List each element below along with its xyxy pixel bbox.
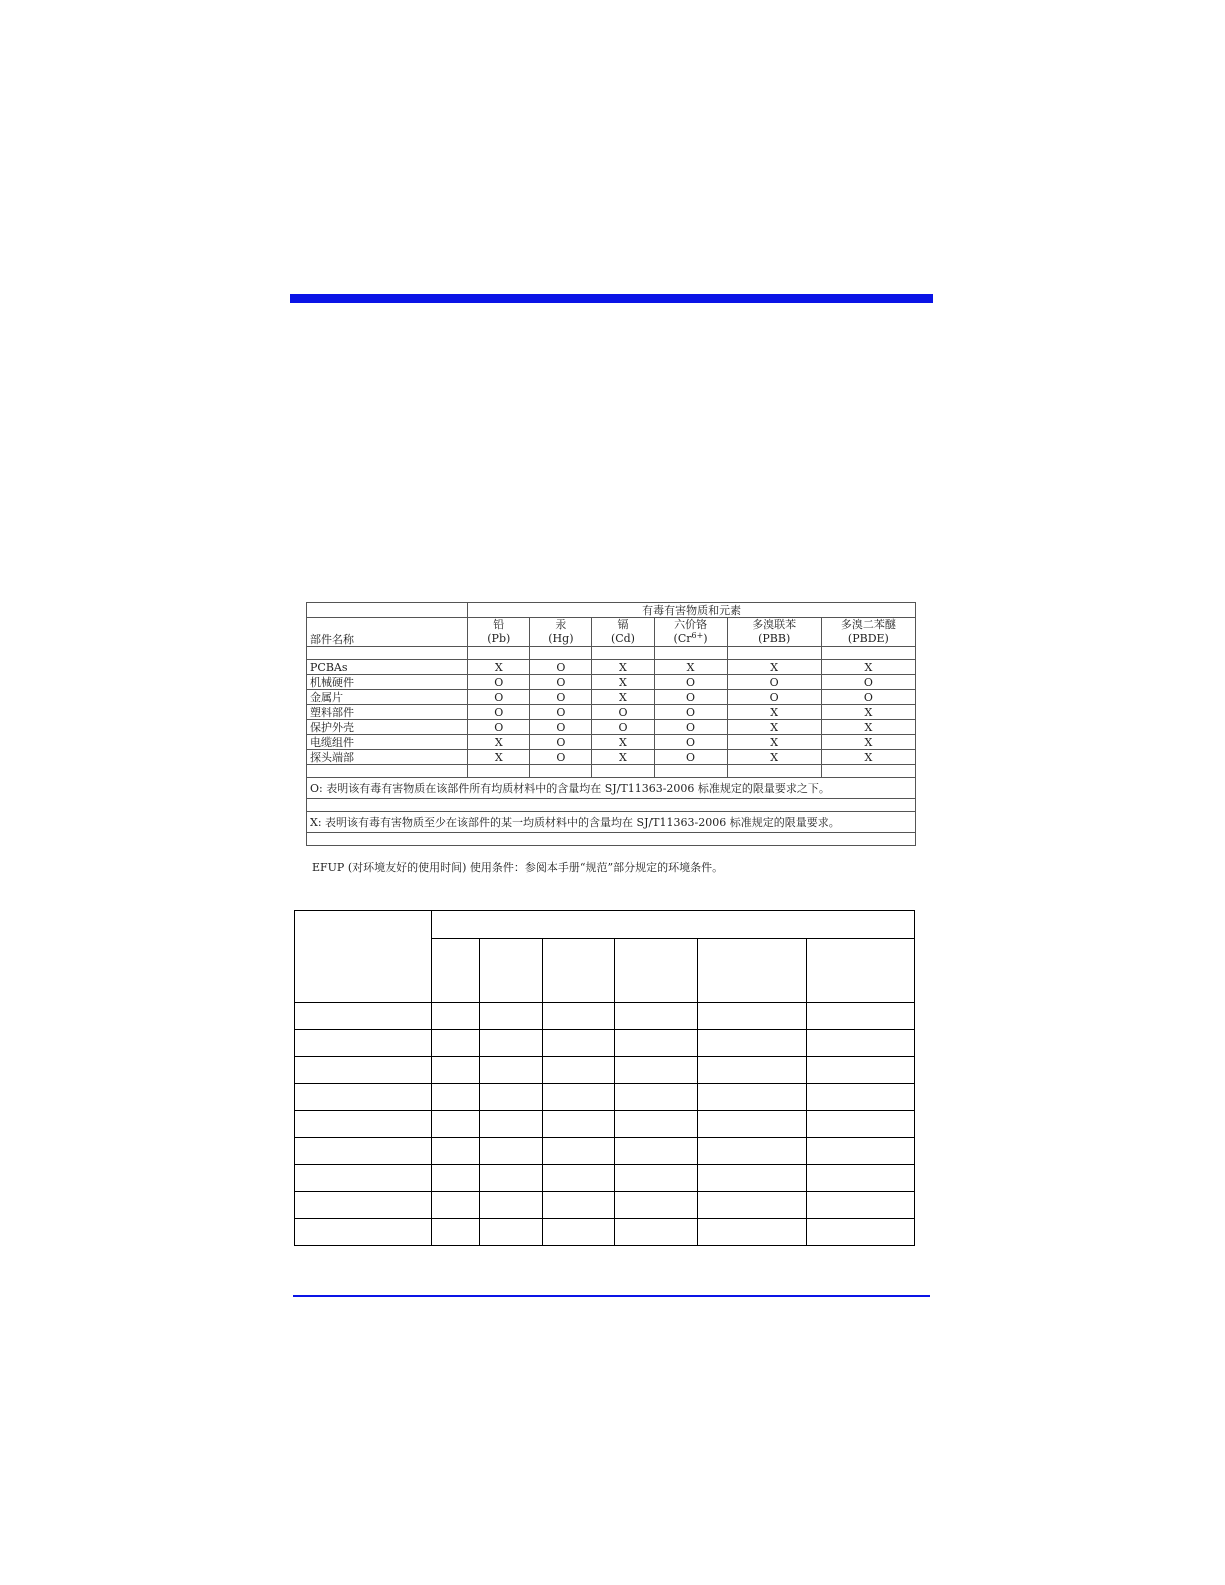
cell-value: O [468,675,530,690]
cell-value: O [468,690,530,705]
column-header-cd [592,618,654,647]
grid-row [295,1084,915,1111]
column-name: 镉 [617,618,629,631]
column-symbol: $(Cr^{6+})$ [673,631,708,645]
table-row [307,750,916,765]
column-header-pb [468,618,530,647]
part-name: 金属片 [307,690,468,705]
header-rule [290,294,933,303]
hazardous-substances-table [306,602,916,846]
table-row [307,705,916,720]
grid-cell [432,939,479,1003]
part-name-header: 部件名称 [307,618,468,647]
cell-value: X [727,705,821,720]
cell-value: O [654,705,727,720]
cell-value: X [468,735,530,750]
cell-value: O [592,720,654,735]
column-header-hg [530,618,592,647]
grid-cell [806,939,914,1003]
note-row-x [307,812,916,833]
cell-value: X [727,750,821,765]
cell-value: X [727,720,821,735]
cell-value: X [592,660,654,675]
cell-value: O [727,675,821,690]
grid-cell [698,939,806,1003]
part-name: 电缆组件 [307,735,468,750]
grid-row [295,1030,915,1057]
cell-value: O [727,690,821,705]
grid-group-header-row [295,911,915,939]
cell-value: O [530,660,592,675]
grid-row [295,1057,915,1084]
table-row [307,660,916,675]
grid-row [295,1165,915,1192]
column-symbol: (PBDE) [847,632,889,645]
table-header-row [307,618,916,647]
part-name: 探头端部 [307,750,468,765]
cell-value: O [821,675,915,690]
cell-value: O [468,705,530,720]
note-row-o [307,778,916,799]
cell-value: O [530,690,592,705]
column-header-cr6 [654,618,727,647]
cell-value: O [530,720,592,735]
column-symbol: (PBB) [758,632,791,645]
column-name: 六价铬 [674,618,708,631]
grid-row [295,1111,915,1138]
cell-value: X [727,735,821,750]
cell-value: X [592,750,654,765]
grid-row [295,1219,915,1246]
column-symbol: (Pb) [487,632,511,645]
part-name: PCBAs [307,660,468,675]
column-name: 多溴二苯醚 [840,618,896,631]
cell-value: X [821,705,915,720]
column-symbol: (Cd) [610,632,635,645]
part-name: 机械硬件 [307,675,468,690]
table-row [307,690,916,705]
cell-value: O [654,675,727,690]
part-name: 保护外壳 [307,720,468,735]
cell-value: X [468,660,530,675]
grid-cell [542,939,614,1003]
cell-value: O [592,705,654,720]
cell-value: O [821,690,915,705]
blank-cell [307,603,468,618]
efup-note: EFUP (对环境友好的使用时间) 使用条件：参阅本手册“规范”部分规定的环境条件。 [312,861,724,874]
cell-value: O [654,720,727,735]
grid-cell [295,911,432,1003]
column-name: 铅 [493,618,505,631]
table-group-header-row [307,603,916,618]
column-header-pbde [821,618,915,647]
cell-value: O [530,705,592,720]
cell-value: X [821,735,915,750]
note-o: O: 表明该有毒有害物质在该部件所有均质材料中的含量均在 SJ/T11363-2006 标准规定的限量要求之下。 [307,778,916,799]
cell-value: X [821,660,915,675]
cell-value: X [592,690,654,705]
footer-rule [293,1295,930,1297]
cell-value: X [592,675,654,690]
cell-value: X [821,750,915,765]
cell-value: O [530,750,592,765]
cell-value: O [654,735,727,750]
spacer-row [307,833,916,846]
table-row [307,720,916,735]
grid-row [295,1192,915,1219]
column-header-pbb [727,618,821,647]
table-row [307,675,916,690]
column-name: 多溴联苯 [752,618,797,631]
cell-value: O [530,735,592,750]
cell-value: O [530,675,592,690]
empty-grid-table [294,910,915,1246]
column-symbol: (Hg) [548,632,574,645]
grid-cell [614,939,697,1003]
part-name: 塑料部件 [307,705,468,720]
cell-value: X [727,660,821,675]
note-x: X: 表明该有毒有害物质至少在该部件的某一均质材料中的含量均在 SJ/T11363-2006 标准规定的限量要求。 [307,812,916,833]
spacer-row [307,799,916,812]
grid-row [295,1003,915,1030]
spacer-row [307,647,916,660]
cell-value: O [468,720,530,735]
cell-value: O [654,750,727,765]
grid-cell [432,911,915,939]
cell-value: X [821,720,915,735]
cell-value: X [654,660,727,675]
cell-value: X [592,735,654,750]
group-header: 有毒有害物质和元素 [468,603,916,618]
cell-value: X [468,750,530,765]
table-row [307,735,916,750]
grid-cell [479,939,542,1003]
grid-row [295,1138,915,1165]
cell-value: O [654,690,727,705]
spacer-row [307,765,916,778]
column-name: 汞 [555,618,567,631]
